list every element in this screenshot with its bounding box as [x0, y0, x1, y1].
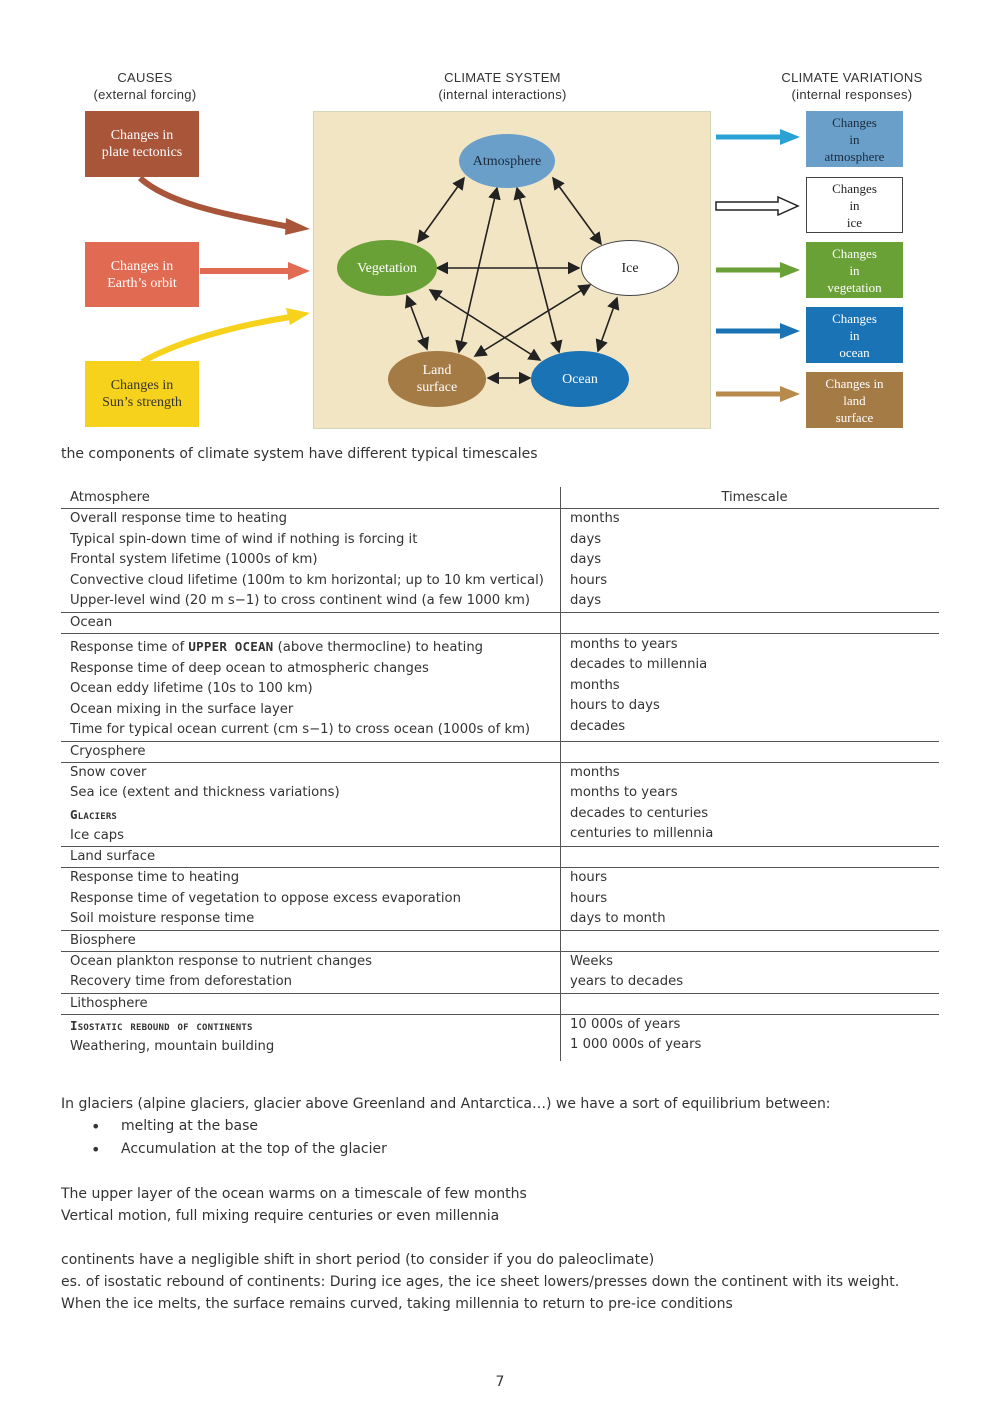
section-title: Lithosphere [61, 993, 561, 1014]
table-cell: Ocean mixing in the surface layer [70, 701, 294, 717]
cause-plate-tectonics: Changes in plate tectonics [85, 111, 199, 177]
list-item: • melting at the base [61, 1115, 941, 1138]
table-cell: decades to centuries [570, 805, 709, 821]
var-atmosphere: Changes in atmosphere [806, 111, 903, 167]
system-subtitle: (internal interactions) [438, 87, 567, 102]
node-vegetation: Vegetation [337, 240, 437, 296]
ocean-line: Vertical motion, full mixing require centuries or even millennia [61, 1208, 500, 1224]
ocean-line: The upper layer of the ocean warms on a timescale of few months [61, 1186, 527, 1202]
table-row-land [61, 868, 939, 931]
list-item: • Accumulation at the top of the glacier [61, 1138, 941, 1161]
cause-sun-strength: Changes in Sun’s strength [85, 361, 199, 427]
node-ocean: Ocean [531, 351, 629, 407]
page-number: 7 [495, 1374, 505, 1390]
table-cell: months [570, 677, 620, 693]
atm-land-link [459, 188, 497, 352]
ice-ocean-link [598, 298, 617, 351]
notes-continents [61, 1249, 941, 1315]
table-cell: hours [570, 870, 608, 885]
table-cell: Weathering, mountain building [70, 1038, 275, 1054]
node-atmosphere: Atmosphere [459, 134, 555, 188]
table-header-left: Atmosphere [61, 487, 561, 509]
table-row-cryosphere [61, 762, 939, 847]
table-section-cryosphere [61, 741, 939, 762]
table-cell: Upper-level wind (20 m s−1) to cross continent wind (a few 1000 km) [70, 593, 530, 608]
atm-veg-link [418, 178, 464, 242]
table-cell: months to years [570, 785, 678, 800]
table-section-land [61, 847, 939, 868]
var-vegetation: Changes in vegetation [806, 242, 903, 298]
table-cell: hours to days [570, 698, 660, 713]
table-cell: Frontal system lifetime (1000s of km) [70, 552, 318, 567]
sun-arrow [142, 317, 290, 362]
table-cell: years to decades [570, 974, 684, 989]
table-cell: months to years [570, 636, 678, 652]
system-title: CLIMATE SYSTEM [444, 70, 561, 85]
var-ice-arrow [716, 197, 798, 215]
var-ice: Changes in ice [806, 177, 903, 233]
var-land-surface: Changes in land surface [806, 372, 903, 428]
var-veg-arrow-head [780, 262, 800, 278]
handwritten-text: Isostatic rebound of continents [70, 1017, 253, 1033]
table-cell: Overall response time to heating [70, 511, 287, 526]
section-title: Cryosphere [61, 741, 561, 762]
table-cell: Response time of vegetation to oppose excess evaporation [70, 890, 461, 906]
table-cell: months [570, 511, 620, 526]
variations-subtitle: (internal responses) [791, 87, 913, 102]
table-cell: hours [570, 890, 608, 906]
caption: the components of climate system have different typical timescales [61, 446, 538, 462]
table-cell: days to month [570, 911, 666, 926]
causes-title: CAUSES [117, 70, 173, 85]
atm-ice-link [553, 178, 601, 244]
variations-title: CLIMATE VARIATIONS [781, 70, 923, 85]
glacier-bullets [61, 1115, 941, 1161]
table-cell: days [570, 531, 602, 547]
table-cell: Time for typical ocean current (cm s−1) to cross ocean (1000s of km) [70, 722, 531, 737]
handwritten-text: UPPER OCEAN [188, 638, 274, 654]
var-atm-arrow-head [780, 129, 800, 145]
atm-ocean-link [517, 188, 559, 352]
table-cell: centuries to millennia [570, 826, 714, 841]
table-cell: Typical spin-down time of wind if nothing is forcing it [70, 531, 418, 547]
table-cell: Ocean plankton response to nutrient changes [70, 953, 373, 969]
causes-subtitle: (external forcing) [93, 87, 197, 102]
table-section-ocean [61, 612, 939, 633]
veg-land-link [407, 296, 427, 349]
table-section-lithosphere [61, 993, 939, 1014]
table-section-biosphere [61, 930, 939, 951]
var-ocean-arrow-head [780, 323, 800, 339]
glacier-intro: In glaciers (alpine glaciers, glacier above Greenland and Antarctica…) we have a sort of equilibrium between: [61, 1096, 831, 1112]
table-cell: 10 000s of years [570, 1016, 681, 1032]
table-cell: Response time of deep ocean to atmospheric changes [70, 660, 429, 676]
table-cell: Sea ice (extent and thickness variations) [70, 785, 340, 800]
table-cell: decades to millennia [570, 657, 708, 672]
notes-ocean [61, 1183, 941, 1227]
table-cell: months [570, 764, 620, 780]
table-cell: Response time to heating [70, 870, 240, 885]
table-cell: hours [570, 572, 608, 588]
timescale-table [61, 487, 939, 1061]
table-cell: days [570, 593, 602, 608]
table-row-atmosphere [61, 509, 939, 613]
table-cell: Ice caps [70, 827, 125, 843]
tectonics-arrow [140, 178, 290, 227]
table-cell: days [570, 552, 602, 567]
section-title: Land surface [61, 847, 561, 868]
section-title: Ocean [61, 612, 561, 633]
table-cell: Weeks [570, 953, 614, 969]
section-title: Biosphere [61, 930, 561, 951]
continents-line: continents have a negligible shift in short period (to consider if you do paleoclimate) [61, 1252, 655, 1268]
sun-arrow-head [286, 308, 310, 325]
notes-glaciers [61, 1093, 941, 1161]
cause-earth-orbit: Changes in Earth’s orbit [85, 242, 199, 307]
var-land-arrow-head [780, 386, 800, 402]
table-cell: Ocean eddy lifetime (10s to 100 km) [70, 681, 313, 696]
table-cell: 1 000 000s of years [570, 1037, 702, 1052]
continents-line: es. of isostatic rebound of continents: During ice ages, the ice sheet lowers/presses down the continent with its weight. When the ice melts, the surface remains curved, taking millennia to return to pre-ice conditions [61, 1274, 900, 1312]
handwritten-text: Glaciers [70, 806, 118, 822]
table-cell: decades [570, 718, 626, 734]
table-header-right: Timescale [561, 487, 940, 509]
node-ice: Ice [581, 240, 679, 296]
orbit-arrow-head [288, 262, 310, 280]
ice-land-link [475, 285, 590, 356]
tectonics-arrow-head [285, 218, 310, 235]
var-ocean: Changes in ocean [806, 307, 903, 363]
node-land-surface: Land surface [388, 351, 486, 407]
table-row-ocean [61, 633, 939, 741]
table-cell: Recovery time from deforestation [70, 974, 293, 989]
table-cell: Soil moisture response time [70, 911, 255, 926]
table-header-row [61, 487, 939, 509]
table-cell: Response time of UPPER OCEAN (above thermocline) to heating [70, 638, 484, 655]
table-row-biosphere [61, 951, 939, 993]
table-row-lithosphere [61, 1014, 939, 1061]
table-cell: Convective cloud lifetime (100m to km horizontal; up to 10 km vertical) [70, 572, 544, 588]
table-cell: Snow cover [70, 764, 147, 780]
